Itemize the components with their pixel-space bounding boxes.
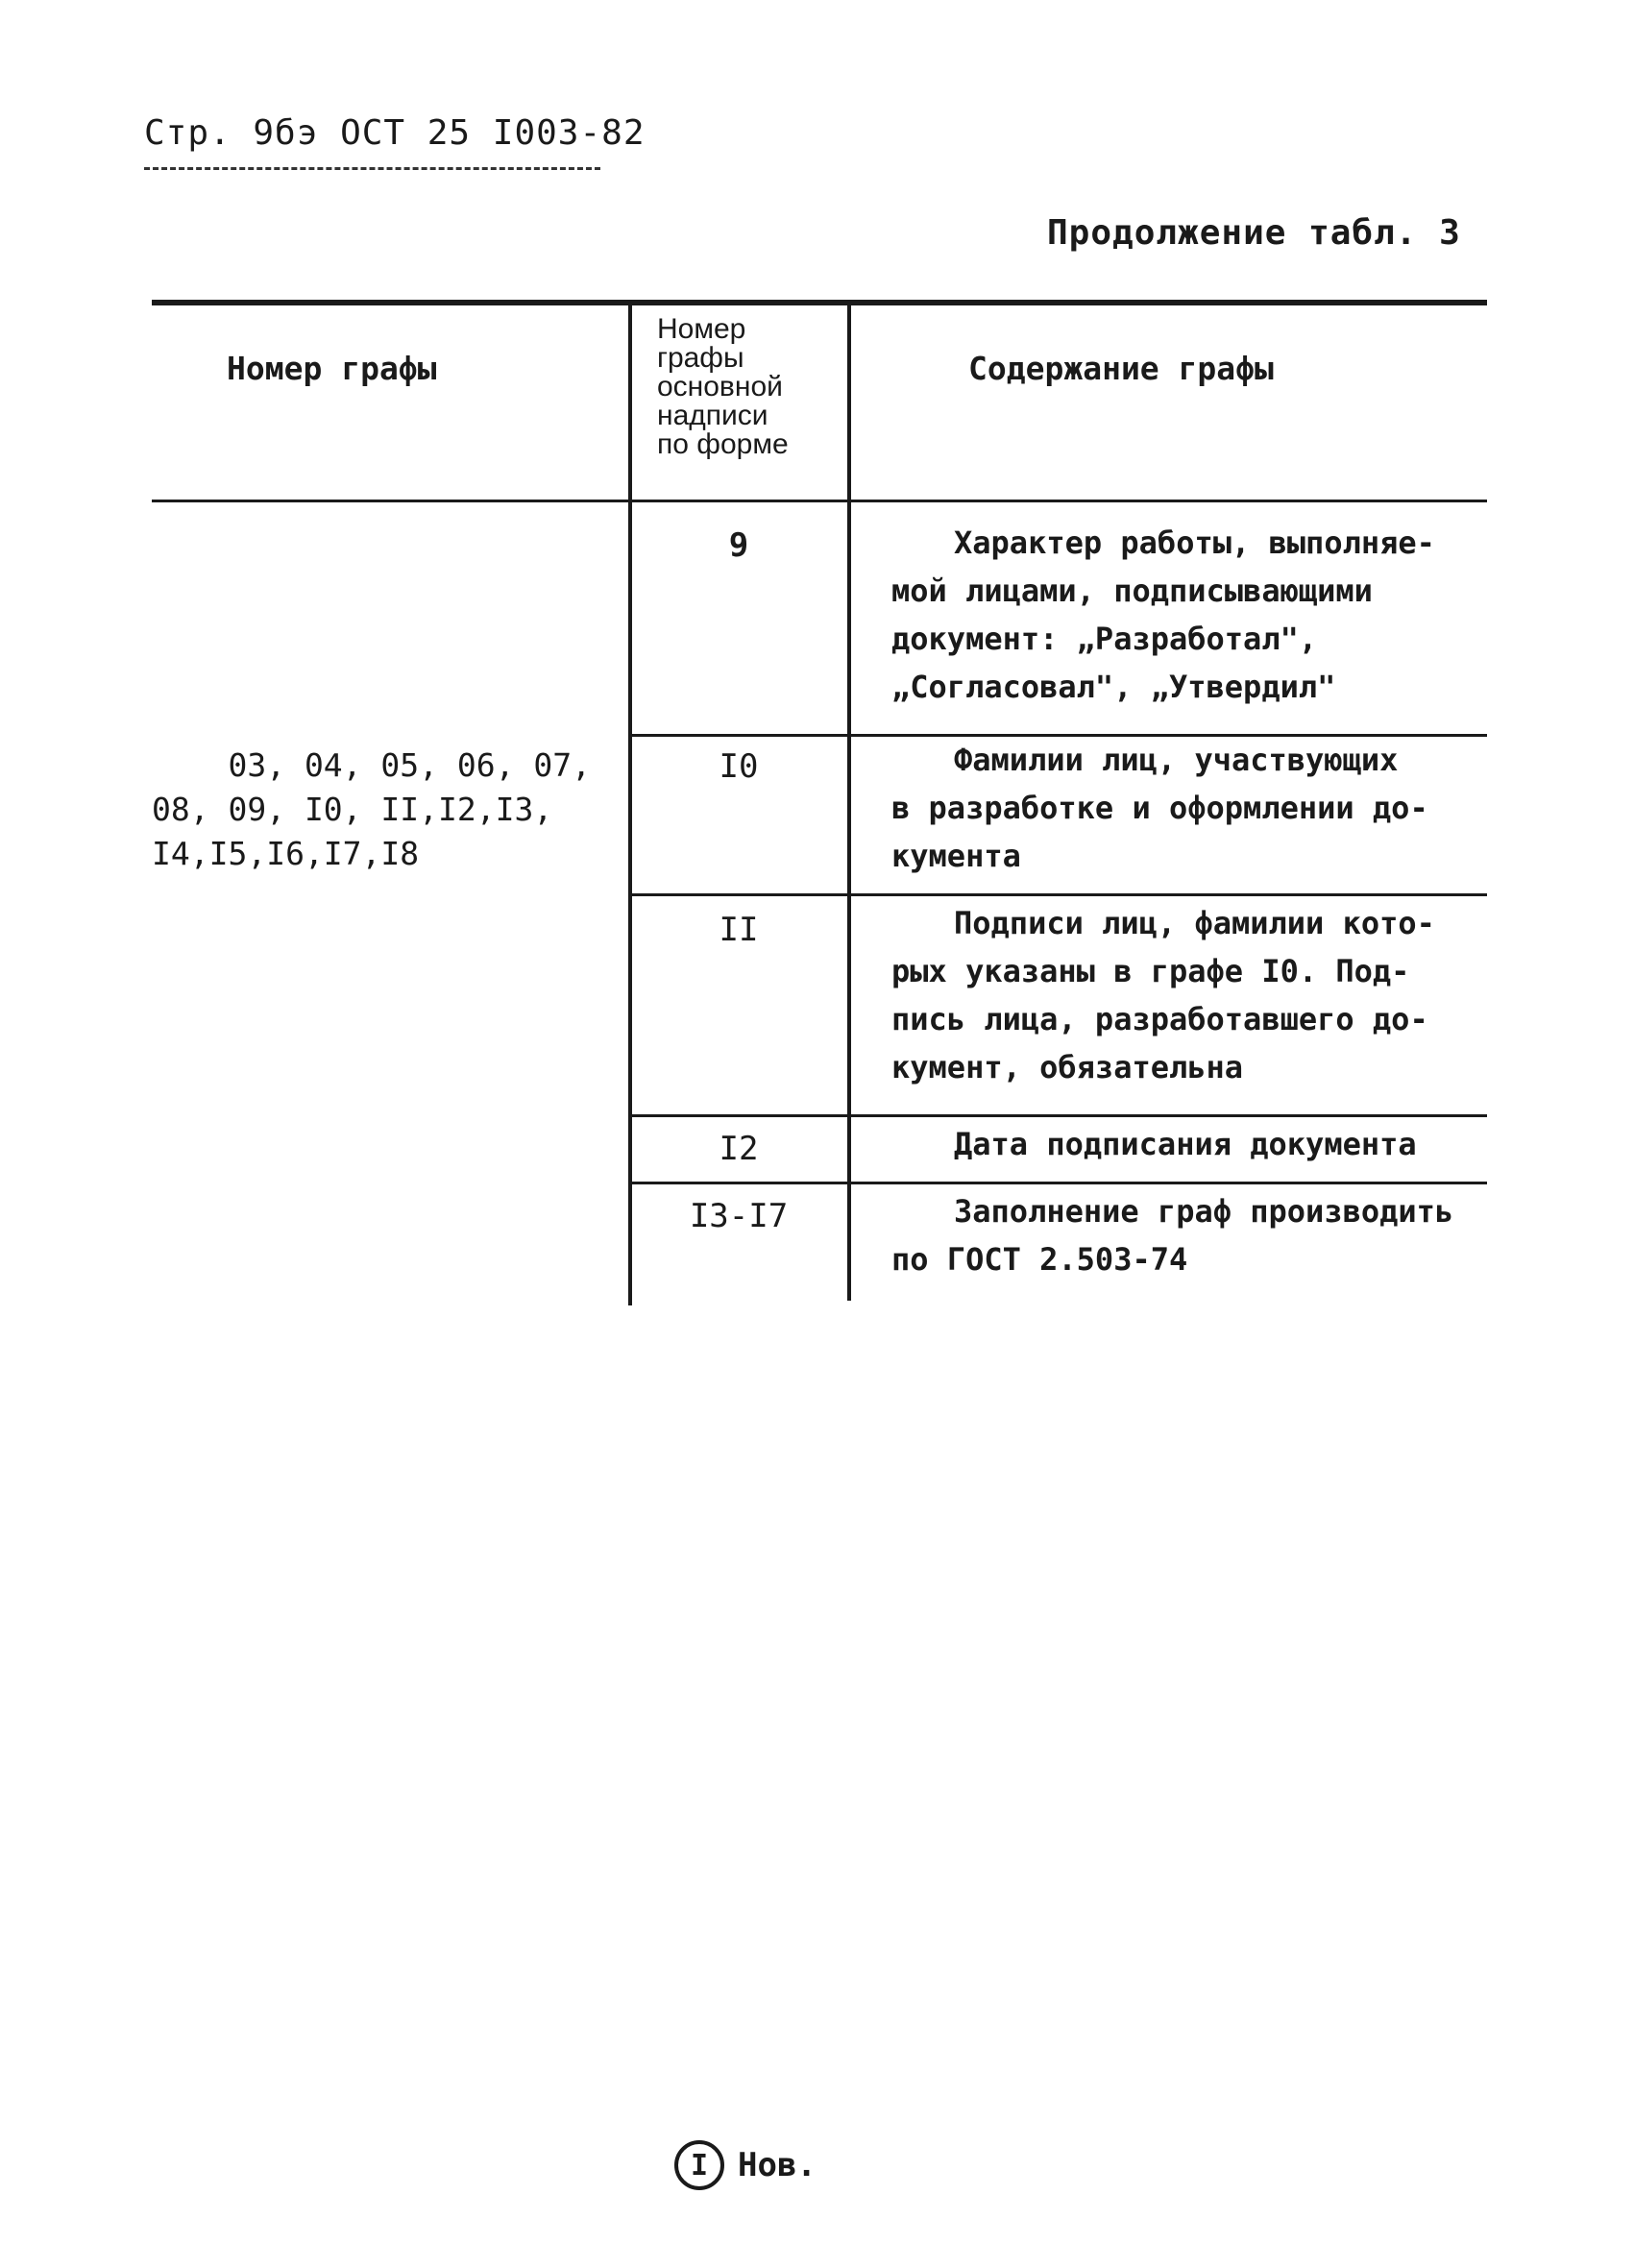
- row-rule: [630, 893, 1487, 896]
- row-form-number: 9: [728, 526, 749, 565]
- graph-numbers-line: 08, 09, I0, II,I2,I3,: [152, 791, 553, 828]
- column-header-form-number-line: надписи: [657, 400, 768, 431]
- table-header-rule: [152, 500, 1487, 502]
- graph-numbers-cell: [152, 744, 613, 876]
- data-table: [152, 300, 1487, 1308]
- table-continuation-label: Продолжение табл. 3: [1047, 213, 1461, 253]
- row-form-number: I0: [719, 747, 759, 786]
- row-content-line: в разработке и оформлении до-: [891, 790, 1428, 826]
- row-content: [891, 1187, 1487, 1283]
- revision-label: Нов.: [738, 2146, 817, 2184]
- row-content-line: кумент, обязательна: [891, 1049, 1244, 1085]
- table-top-rule: [152, 300, 1487, 305]
- row-form-number: I3-I7: [689, 1197, 789, 1235]
- column-header-form-number-line: основной: [657, 371, 783, 402]
- column-header-form-number-line: графы: [657, 342, 744, 374]
- row-form-number: II: [719, 911, 759, 949]
- graph-numbers-line: 03, 04, 05, 06, 07,: [152, 746, 591, 784]
- row-content-line: кумента: [891, 838, 1021, 874]
- row-content-line: документ: „Разработал",: [891, 621, 1318, 657]
- row-rule: [630, 1114, 1487, 1117]
- page-header: Стр. 9бэ ОСТ 25 I003-82: [144, 113, 646, 153]
- row-content-line: Заполнение граф производить: [954, 1193, 1454, 1230]
- column-header-form-number-line: по форме: [657, 428, 789, 460]
- column-header-form-number-line: Номер: [657, 313, 746, 345]
- header-underline: [144, 167, 600, 170]
- row-rule: [630, 1182, 1487, 1184]
- row-form-number: I2: [719, 1130, 759, 1168]
- column-header-content: Содержание графы: [968, 350, 1274, 387]
- row-content-line: рых указаны в графе I0. Под-: [891, 953, 1410, 989]
- row-content-line: мой лицами, подписывающими: [891, 573, 1373, 609]
- row-content-line: Фамилии лиц, участвующих: [954, 742, 1399, 778]
- row-content: [891, 736, 1487, 880]
- row-content: [891, 899, 1487, 1091]
- column-divider-2: [847, 302, 851, 1301]
- column-header-form-number: [657, 315, 840, 459]
- column-header-graph-number: Номер графы: [227, 350, 437, 387]
- revision-mark: [674, 2140, 817, 2190]
- row-content-line: пись лица, разработавшего до-: [891, 1001, 1428, 1037]
- row-content: [891, 519, 1487, 711]
- row-content: [891, 1120, 1487, 1168]
- revision-circle-icon: I: [674, 2140, 724, 2190]
- row-content-line: „Согласовал", „Утвердил": [891, 669, 1336, 705]
- graph-numbers-line: I4,I5,I6,I7,I8: [152, 835, 420, 872]
- row-content-line: Подписи лиц, фамилии кото-: [954, 905, 1435, 941]
- row-content-line: по ГОСТ 2.503-74: [891, 1241, 1188, 1278]
- row-content-line: Дата подписания документа: [954, 1126, 1417, 1162]
- row-content-line: Характер работы, выполняе-: [954, 524, 1435, 561]
